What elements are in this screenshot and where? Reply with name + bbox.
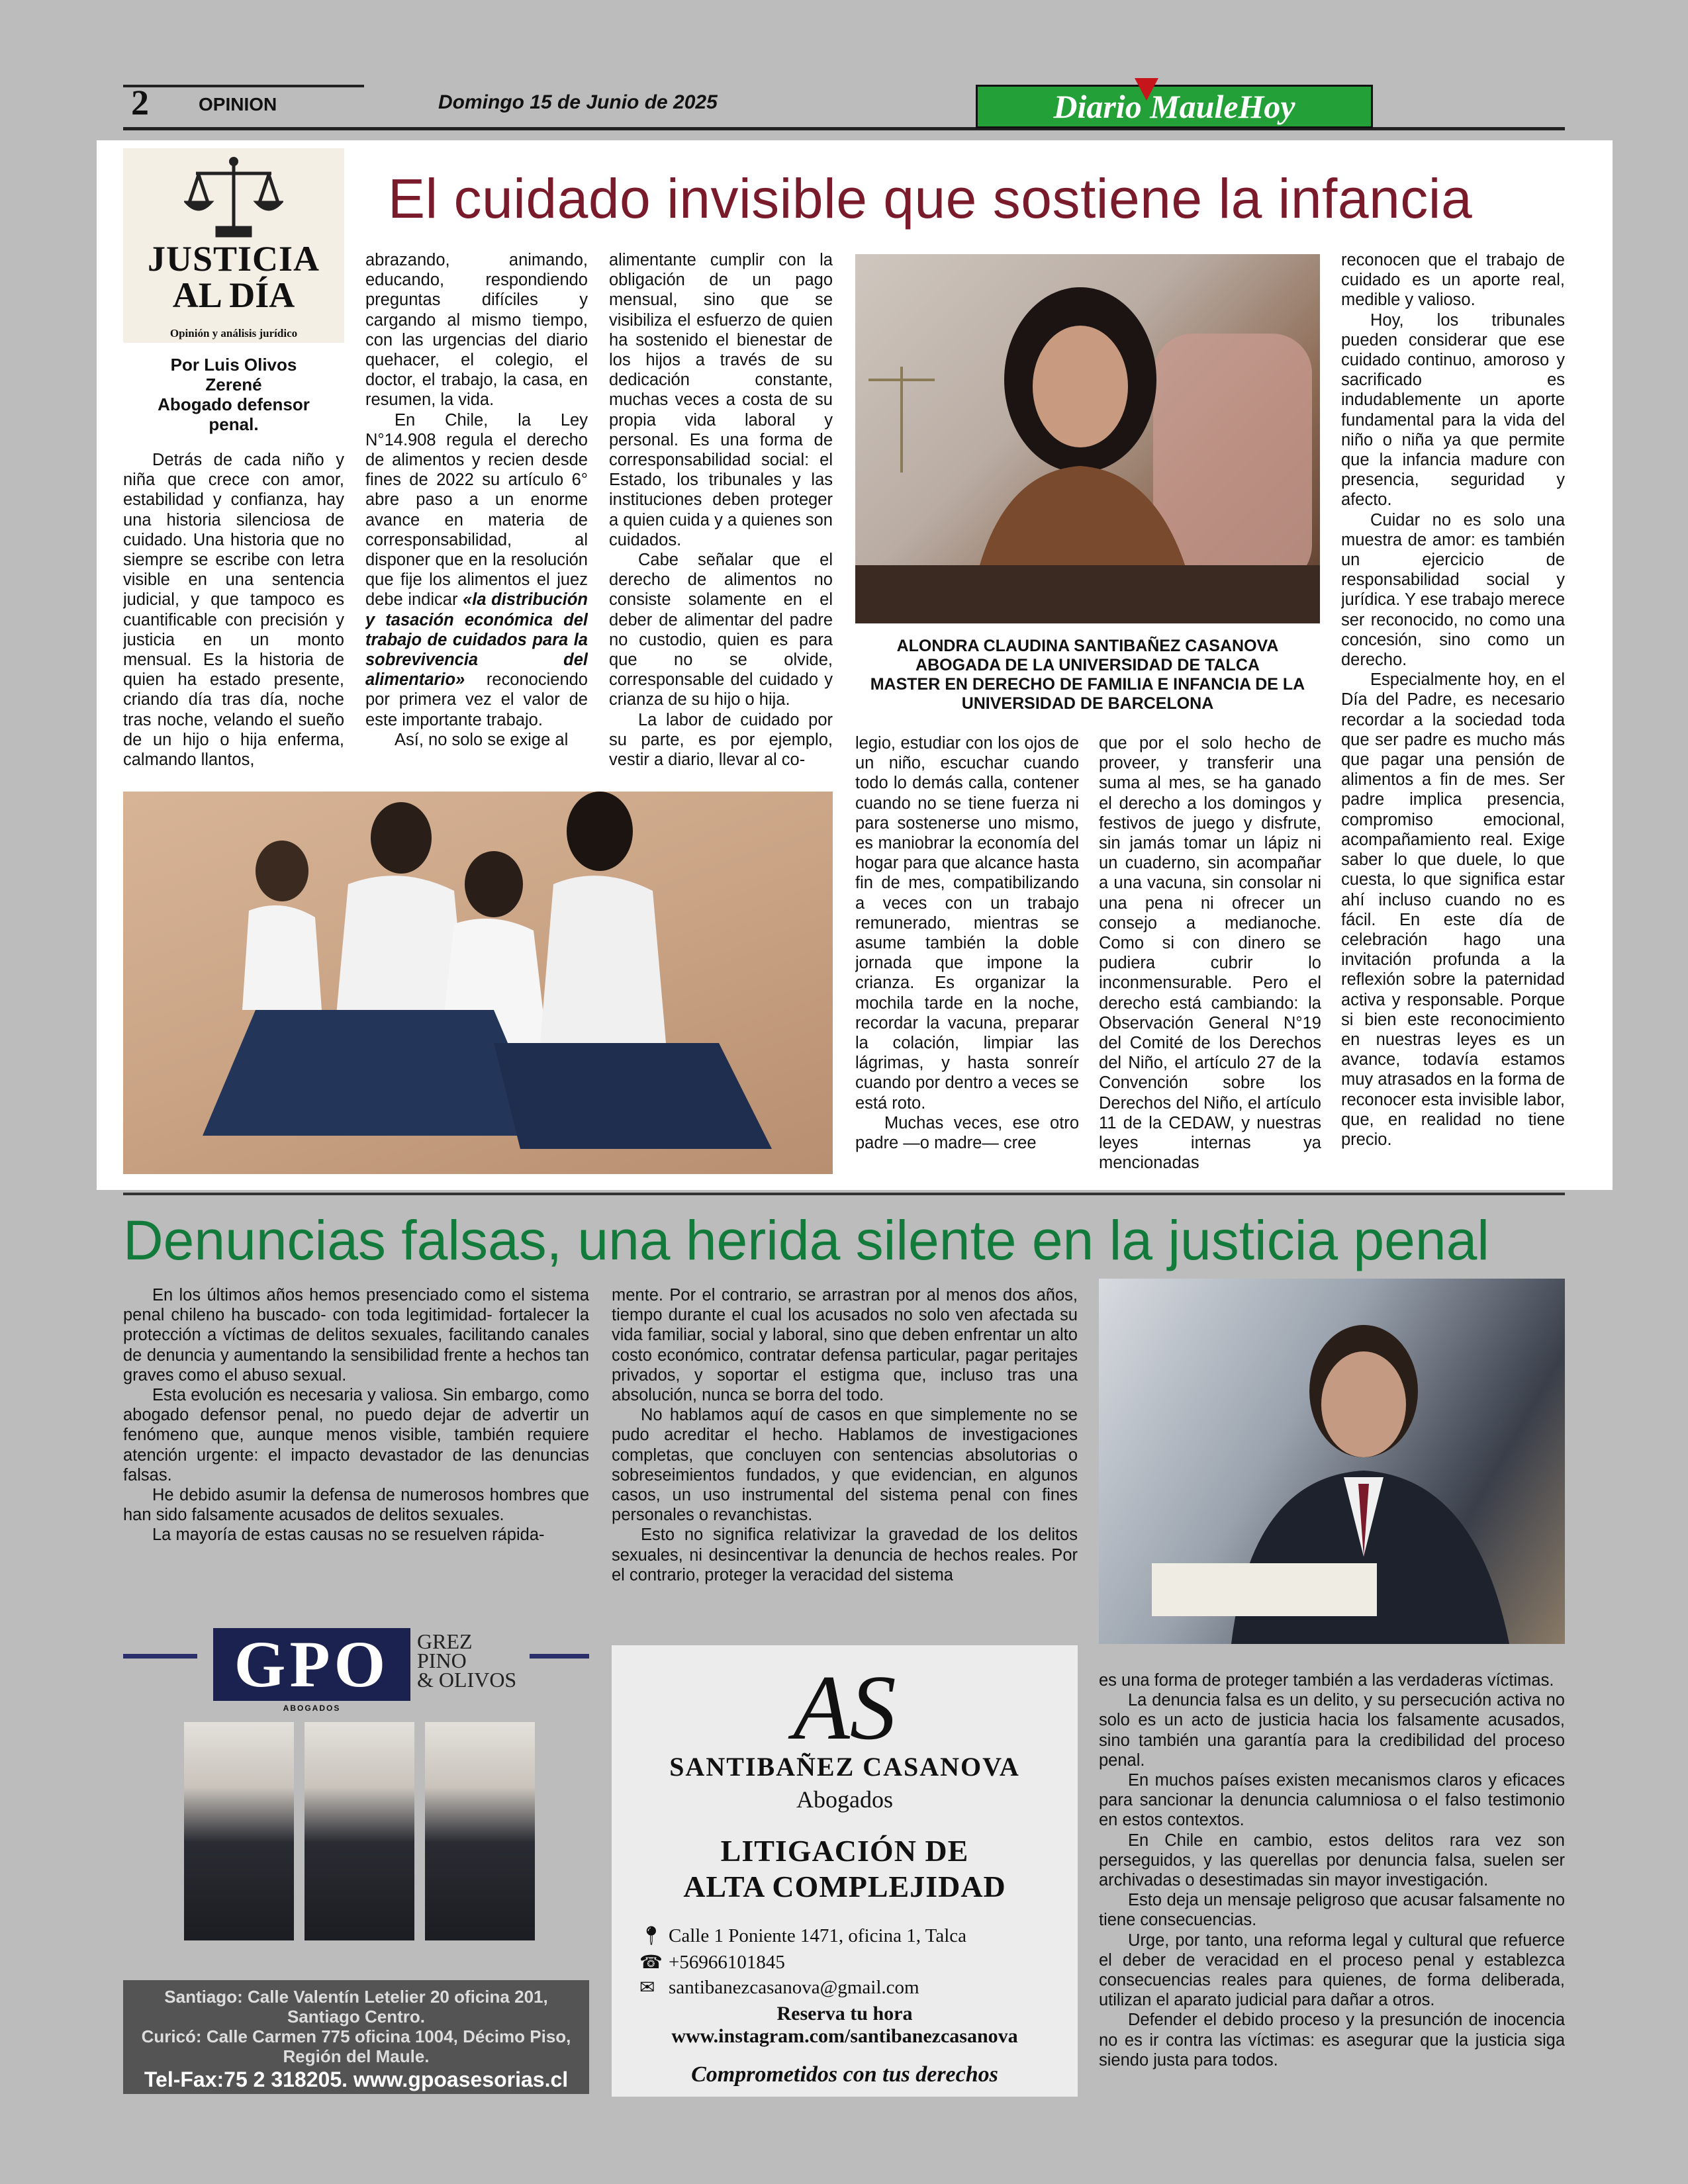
section-divider xyxy=(123,1193,1565,1195)
byline-line: Por Luis Olivos xyxy=(170,355,297,375)
paragraph-law xyxy=(365,410,588,730)
logo-tagline: Opinión y análisis jurídico xyxy=(169,327,298,340)
portrait-silhouette xyxy=(1099,1279,1565,1644)
paragraph: Cabe señalar que el derecho de alimentos no consiste solamente en el deber de alimentar del padre no custodio, quien es para que no se olvide, corresponsable del cuidado y crianza de su hijo o hija. xyxy=(609,551,833,709)
sc-monogram: AS xyxy=(793,1657,896,1759)
article1-col1 xyxy=(123,450,344,774)
gpo-contact: Tel-Fax:75 2 318205. www.gpoasesorias.cl xyxy=(144,2068,569,2091)
paragraph: La labor de cuidado por su parte, es por ejemplo, vestir a diario, llevar al co- xyxy=(609,710,833,770)
santibanez-ad xyxy=(612,1645,1078,2097)
article2-col1 xyxy=(123,1285,589,1603)
article2-title: Denuncias falsas, una herida silente en la justicia penal xyxy=(123,1209,1489,1271)
article1-col2 xyxy=(365,250,588,780)
gpo-info-box xyxy=(123,1980,589,2094)
caption-line: UNIVERSIDAD DE BARCELONA xyxy=(961,694,1214,713)
paragraph: He debido asumir la defensa de numerosos hombres que han sido falsamente acusados de delitos sexuales. xyxy=(123,1486,589,1525)
sc-instagram: www.instagram.com/santibanezcasanova xyxy=(671,2025,1018,2047)
justicia-logo xyxy=(123,148,344,343)
phone-icon: ☎ xyxy=(639,1952,663,1973)
sc-phone-row xyxy=(639,1951,785,1974)
article1-col3 xyxy=(609,250,833,780)
paragraph: mente. Por el contrario, se arrastran por al menos dos años, tiempo durante el cual los acusados no solo ven afectada su vida familiar, social y laboral, sino que deben enfrentar un alto costo económico, contratar defensa particular, pagar peritajes privados, y soportar el estigma que, incluso tras una absolución, nunca se borra del todo. xyxy=(612,1286,1078,1405)
byline-line: Zerené xyxy=(205,375,262,394)
photo-caption xyxy=(855,637,1320,713)
sc-footer: Comprometidos con tus derechos xyxy=(691,2062,998,2087)
paragraph: Hoy, los tribunales pueden considerar que ese cuidado continuo, amoroso y sacrificado es indudablemente un aporte fundamental para la vida del niño o niña ya que permite que la infancia madure con presencia, seguridad y afecto. xyxy=(1341,310,1565,510)
article1-col5 xyxy=(1099,733,1321,1181)
paragraph: legio, estudiar con los ojos de un niño, escuchar cuando todo lo demás calla, contener cuando no se tiene fuerza ni para sostenerse uno mismo, es maniobrar la economía del hogar para que alcance hasta fin de mes, compatibilizando a veces con un trabajo remunerado, mientras se asume también la doble jornada que impone la crianza. Es organizar la mochila tarde en la noche, recordar la vacuna, preparar la colación, limpiar las lágrimas, y hasta sonreír cuando por dentro a veces se está roto. xyxy=(855,734,1079,1113)
paragraph: Esto deja un mensaje peligroso que acusar falsamente no tiene consecuencias. xyxy=(1099,1891,1565,1930)
law-text-post: reconociendo por primera vez el valor de este importante trabajo. xyxy=(365,670,588,729)
logo-justicia: JUSTICIA xyxy=(147,239,320,279)
article1-col4 xyxy=(855,733,1079,1181)
gpo-firm-name xyxy=(417,1629,517,1692)
sc-email-row xyxy=(639,1976,919,1999)
location-pin-icon: 📍︎ xyxy=(639,1926,663,1946)
law-quote: «la distribución y tasación económica del trabajo de cuidados para la sobrevivencia del alimentario» xyxy=(365,590,588,690)
article1-byline xyxy=(123,355,344,434)
scales-icon xyxy=(184,155,283,241)
masthead-logo: Diario MauleHoy xyxy=(976,85,1373,128)
photo-family xyxy=(123,792,833,1174)
paragraph: Especialmente hoy, en el Día del Padre, es necesario recordar a la sociedad toda que ser padre es mucho más que pagar una pensión de alimentos a fin de mes. Ser padre implica presencia, compromiso emocional, acompañamiento real. Exige saber lo que duele, lo que cuesta, lo que significa estar ahí incluso cuando no es fácil. En este día de celebración hago una invitación profunda a la reflexión sobre la paternidad activa y responsable. Porque si bien este reconocimiento en nuestras leyes es un avance, todavía estamos muy atrasados en la forma de reconocer esta invisible labor, que, en realidad no tiene precio. xyxy=(1341,670,1565,1149)
sc-phone: +56966101845 xyxy=(669,1952,785,1973)
sc-firm-name: SANTIBAÑEZ CASANOVA xyxy=(669,1752,1020,1782)
paragraph: reconocen que el trabajo de cuidado es un aporte real, medible y valioso. xyxy=(1341,251,1565,310)
sc-email: santibanezcasanova@gmail.com xyxy=(669,1977,919,1998)
gpo-name-line: GREZ xyxy=(417,1629,473,1653)
gpo-logo: GPO xyxy=(213,1628,410,1701)
envelope-icon: ✉ xyxy=(639,1978,655,1998)
gpo-address-line: Curicó: Calle Carmen 775 oficina 1004, Décimo Piso, xyxy=(141,2026,571,2046)
gpo-address-line: Región del Maule. xyxy=(283,2046,430,2066)
paragraph: Defender el debido proceso y la presunción de inocencia no es ir contra las víctimas: es asegurar que la justicia siga siendo justa para todos. xyxy=(1099,2011,1565,2070)
paragraph: Urge, por tanto, una reforma legal y cultural que refuerce el deber de veracidad en el proceso penal y establezca consecuencias reales para quienes, de forma deliberada, utilizan el aparato judicial para dañar a otros. xyxy=(1099,1931,1565,2010)
article1-col6 xyxy=(1341,250,1565,1183)
gpo-partner-photo xyxy=(184,1722,294,1940)
gpo-name-line: PINO xyxy=(417,1649,467,1672)
logo-al-dia: AL DÍA xyxy=(172,275,295,315)
masthead-flag-icon xyxy=(1135,78,1158,101)
sc-subtitle: Abogados xyxy=(796,1786,893,1813)
sc-slogan-line: LITIGACIÓN DE xyxy=(720,1834,969,1868)
portrait-silhouette xyxy=(855,254,1320,623)
paragraph: Cuidar no es solo una muestra de amor: es también un ejercicio de responsabilidad social y jurídica. Y ese trabajo merece ser reconocido, no como una concesión, sino como un derecho. xyxy=(1341,510,1565,670)
section-label: OPINION xyxy=(199,94,277,114)
caption-line: ALONDRA CLAUDINA SANTIBAÑEZ CASANOVA xyxy=(896,637,1279,655)
gpo-bar-right xyxy=(530,1654,589,1659)
photo-lawyer-man xyxy=(1099,1279,1565,1644)
photo-lawyer-woman xyxy=(855,254,1320,623)
sc-slogan-line: ALTA COMPLEJIDAD xyxy=(683,1870,1006,1903)
paragraph: Esto no significa relativizar la gravedad de los delitos sexuales, ni desincentivar la denuncia de hechos reales. Por el contrario, proteger la veracidad del sistema xyxy=(612,1525,1078,1584)
paragraph: Esta evolución es necesaria y valiosa. Sin embargo, como abogado defensor penal, no puedo dejar de advertir un fenómeno que, aunque menos visible, también requiere atención urgente: el impacto devastador de las denuncias falsas. xyxy=(123,1386,589,1484)
byline-line: penal. xyxy=(209,414,259,434)
gpo-partner-photo xyxy=(305,1722,414,1940)
paragraph: es una forma de proteger también a las verdaderas víctimas. xyxy=(1099,1671,1554,1690)
article2-col3 xyxy=(1099,1670,1565,2107)
byline-line: Abogado defensor xyxy=(158,394,310,414)
page-number: 2 xyxy=(131,83,149,122)
gpo-address-line: Santiago Centro. xyxy=(287,2007,425,2026)
paragraph: La mayoría de estas causas no se resuelven rápida- xyxy=(152,1525,545,1545)
paragraph: Muchas veces, ese otro padre —o madre— cree xyxy=(855,1113,1079,1153)
paragraph: abrazando, animando, educando, respondiendo preguntas difíciles y cargando al mismo tiempo, con las urgencias del diario quehacer, el colegio, el doctor, el trabajo, la casa, en resumen, la vida. xyxy=(365,251,588,410)
gpo-partner-photo xyxy=(425,1722,535,1940)
paragraph: En los últimos años hemos presenciado como el sistema penal chileno ha buscado- con toda legitimidad- fortalecer la protección a víctimas de delitos sexuales, facilitando canales de denuncia y aumentando la sensibilidad frente a hechos tan graves como el abuso sexual. xyxy=(123,1286,589,1385)
sc-slogan xyxy=(612,1833,1078,1905)
gpo-address-line: Santiago: Calle Valentín Letelier 20 oficina 201, xyxy=(164,1987,548,2007)
header-top-rule xyxy=(123,85,364,87)
article2-col2 xyxy=(612,1285,1078,1616)
paragraph: Así, no solo se exige al xyxy=(395,730,569,749)
issue-date: Domingo 15 de Junio de 2025 xyxy=(438,91,718,113)
paragraph: alimentante cumplir con la obligación de un pago mensual, sino que se visibiliza el esfuerzo de quien ha sostenido el bienestar de los hijos a través de su dedicación constante, muchas veces a costa de su propia vida laboral y personal. Es una forma de corresponsabilidad social: el Estado, los tribunales y las instituciones deben proteger a quien cuida y a quienes son cuidados. xyxy=(609,251,833,549)
family-silhouette xyxy=(123,792,833,1174)
sc-address: Calle 1 Poniente 1471, oficina 1, Talca xyxy=(669,1925,967,1946)
gpo-sub: ABOGADOS xyxy=(283,1704,341,1713)
sc-reserve: Reserva tu hora xyxy=(776,2003,913,2025)
sc-address-row xyxy=(639,1925,966,1947)
caption-line: MASTER EN DERECHO DE FAMILIA E INFANCIA DE LA xyxy=(870,675,1305,694)
gpo-bar-left xyxy=(123,1654,197,1659)
gpo-name-line: & OLIVOS xyxy=(417,1668,517,1692)
paragraph: Detrás de cada niño y niña que crece con amor, estabilidad y confianza, hay una historia silenciosa de cuidado. Una historia que no siempre se escribe con letra visible en una sentencia judicial, y que tampoco es cuantificable con precisión y justicia en un monto mensual. Es la historia de quien ha estado presente, criando día tras día, noche tras noche, velando el sueño de un hijo o hija enferma, calmando llantos, xyxy=(123,451,344,770)
paragraph: En Chile en cambio, estos delitos rara vez son perseguidos, y las querellas por denuncia falsa, suelen ser archivadas o desestimadas sin mayor investigación. xyxy=(1099,1831,1565,1890)
law-text-pre: En Chile, la Ley N°14.908 regula el derecho de alimentos y recien desde fines de 2022 su artículo 6° abre paso a un enorme avance en materia de corresponsabilidad, al disponer que en la resolución que fije los alimentos el juez debe indicar xyxy=(365,410,588,610)
article1-title: El cuidado invisible que sostiene la infancia xyxy=(388,167,1473,230)
paragraph: En muchos países existen mecanismos claros y eficaces para sancionar la denuncia calumniosa o el falso testimonio en estos contextos. xyxy=(1099,1771,1565,1830)
paragraph: No hablamos aquí de casos en que simplemente no se pudo acreditar el hecho. Hablamos de investigaciones completas, que concluyen con sentencias absolutorias o sobreseimientos fundados, y que evidencian, en algunos casos, un uso instrumental del sistema penal con fines personales o revanchistas. xyxy=(612,1406,1078,1525)
caption-line: ABOGADA DE LA UNIVERSIDAD DE TALCA xyxy=(915,656,1260,674)
paragraph: que por el solo hecho de proveer, y transferir una suma al mes, se ha ganado el derecho a los domingos y festivos de juego y disfrute, sin jamás tomar un lápiz ni un cuaderno, sin acompañar a una vacuna, sin consolar ni una pena ni ofrecer un consejo a medianoche. Como si con dinero se pudiera cubrir lo inconmensurable. Pero el derecho está cambiando: la Observación General N°19 del Comité de los Derechos del Niño, el artículo 27 de la Convención sobre los Derechos del Niño, el artículo 11 de la CEDAW, y nuestras leyes internas ya mencionadas xyxy=(1099,734,1321,1173)
paragraph: La denuncia falsa es un delito, y su persecución activa no solo es un acto de justicia hacia los falsamente acusados, sino también una garantía para la credibilidad del proceso penal. xyxy=(1099,1691,1565,1770)
